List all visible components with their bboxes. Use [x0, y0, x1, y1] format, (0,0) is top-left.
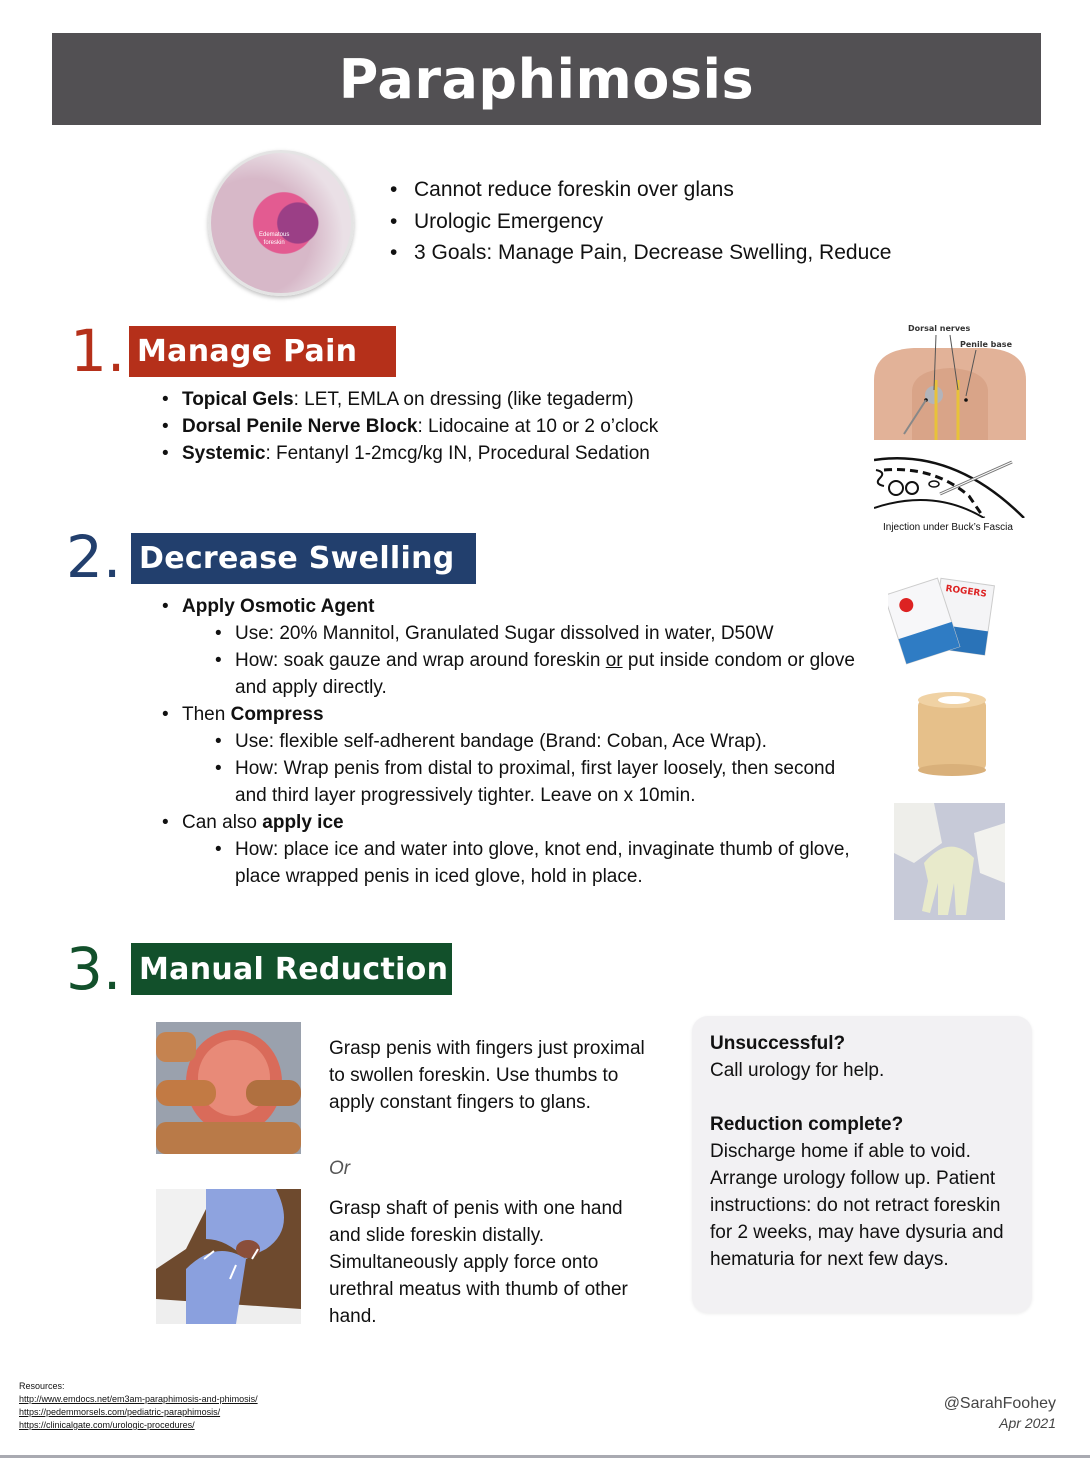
- unsuccessful-heading: Unsuccessful?: [710, 1033, 846, 1054]
- list-item: • Can also apply ice: [162, 809, 862, 836]
- resource-link[interactable]: https://clinicalgate.com/urologic-procedures/: [19, 1420, 195, 1430]
- post-reduction-notes: [692, 1016, 1032, 1313]
- edematous-foreskin-image: [208, 150, 354, 296]
- list-item: • Apply Osmotic Agent: [162, 593, 862, 620]
- list-subitem: • Use: flexible self-adherent bandage (Brand: Coban, Ace Wrap).: [215, 728, 862, 755]
- sugar-packets-image: [888, 575, 996, 665]
- resource-link[interactable]: https://pedemmorsels.com/pediatric-paraphimosis/: [19, 1407, 221, 1417]
- resources-label: Resources:: [19, 1381, 65, 1391]
- pain-list: [162, 386, 658, 467]
- complete-heading: Reduction complete?: [710, 1114, 904, 1135]
- list-item: • Then Compress: [162, 701, 862, 728]
- svg-text:ROGERS: ROGERS: [944, 584, 988, 600]
- unsuccessful-text: Call urology for help.: [710, 1060, 885, 1081]
- author-credit: [944, 1394, 1056, 1432]
- swelling-list: [162, 593, 862, 890]
- section-banner-manage-pain: Manage Pain: [129, 326, 396, 377]
- list-item: • Systemic: Fentanyl 1-2mcg/kg IN, Procedural Sedation: [162, 440, 658, 467]
- complete-text: Discharge home if able to void. Arrange urology follow up. Patient instructions: do not retract foreskin for 2 weeks, may have dysuria and hematuria for next few days.: [710, 1141, 1004, 1270]
- or-label: Or: [329, 1158, 351, 1179]
- list-subitem: • Use: 20% Mannitol, Granulated Sugar dissolved in water, D50W: [215, 620, 862, 647]
- svg-text:Penile base: Penile base: [960, 340, 1012, 349]
- reduction-method-1: Grasp penis with fingers just proximal to swollen foreskin. Use thumbs to apply constant fingers to glans.: [329, 1038, 645, 1113]
- section-banner-decrease-swelling: Decrease Swelling: [131, 533, 476, 584]
- section-banner-manual-reduction: Manual Reduction: [131, 943, 452, 995]
- reduction-photo-1: [156, 1022, 301, 1154]
- section-number-3: 3.: [66, 935, 122, 1003]
- intro-item: • Cannot reduce foreskin over glans: [390, 174, 891, 206]
- reduction-method-2: Grasp shaft of penis with one hand and slide foreskin distally. Simultaneously apply force onto urethral meatus with thumb of other hand.: [329, 1198, 628, 1327]
- intro-item: • 3 Goals: Manage Pain, Decrease Swelling, Reduce: [390, 237, 891, 269]
- list-item: • Topical Gels: LET, EMLA on dressing (like tegaderm): [162, 386, 658, 413]
- author-handle: @SarahFoohey: [943, 1395, 1056, 1412]
- bucks-fascia-diagram: [874, 448, 1026, 518]
- section-number-2: 2.: [66, 523, 122, 591]
- list-subitem: • How: place ice and water into glove, knot end, invaginate thumb of glove, place wrapped penis in iced glove, hold in place.: [215, 836, 862, 890]
- title-banner: [52, 33, 1041, 125]
- intro-item: • Urologic Emergency: [390, 206, 891, 238]
- coban-bandage-image: [914, 690, 990, 778]
- intro-list: [390, 174, 891, 269]
- list-subitem: • How: Wrap penis from distal to proximal, first layer loosely, then second and third layer progressively tighter. Leave on x 10min.: [215, 755, 862, 809]
- resource-link[interactable]: http://www.emdocs.net/em3am-paraphimosis-and-phimosis/: [19, 1394, 258, 1404]
- resources: [19, 1380, 258, 1432]
- reduction-photo-2: [156, 1189, 301, 1324]
- image-caption: Injection under Buck’s Fascia: [883, 522, 1013, 533]
- list-subitem: • How: soak gauze and wrap around foreskin or put inside condom or glove and apply directly.: [215, 647, 862, 701]
- section-number-1: 1.: [70, 317, 126, 385]
- page-title: Paraphimosis: [338, 47, 755, 111]
- ice-glove-image: [894, 803, 1005, 920]
- list-item: • Dorsal Penile Nerve Block: Lidocaine at 10 or 2 o’clock: [162, 413, 658, 440]
- svg-text:Dorsal nerves: Dorsal nerves: [908, 324, 971, 333]
- image-label: Edematous foreskin: [259, 232, 290, 246]
- publish-date: Apr 2021: [999, 1415, 1056, 1431]
- dorsal-nerve-diagram: [874, 320, 1026, 440]
